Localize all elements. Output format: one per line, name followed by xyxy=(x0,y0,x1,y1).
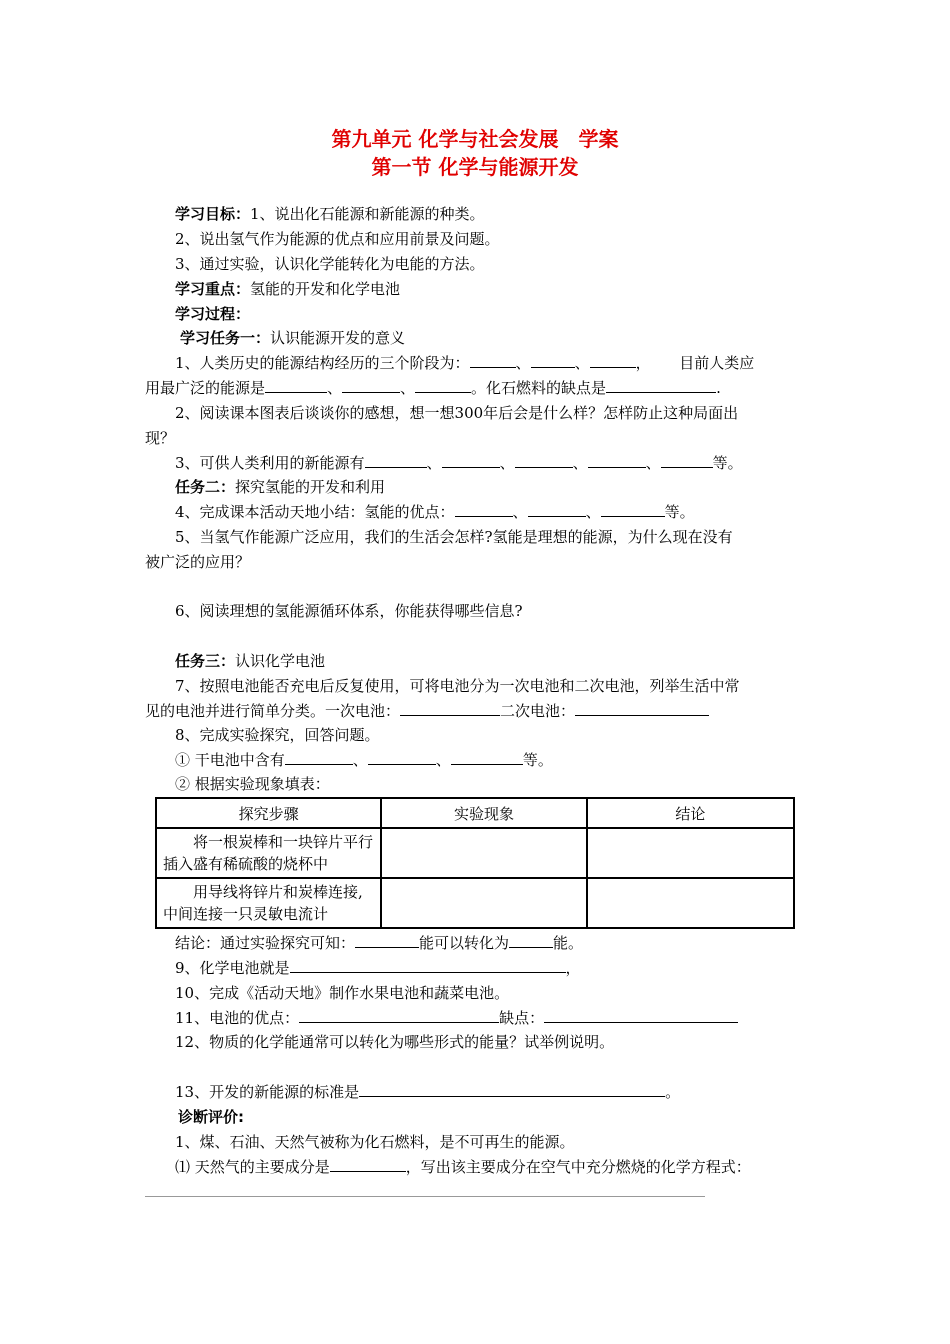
table-header: 探究步骤 xyxy=(156,798,381,828)
q11a-text: 11、电池的优点： xyxy=(175,1009,300,1027)
question-5: 5、当氢气作能源广泛应用，我们的生活会怎样?氢能是理想的能源，为什么现在没有 xyxy=(175,528,733,546)
page-title: 第九单元 化学与社会发展 学案 xyxy=(331,127,619,151)
phenomenon-cell[interactable] xyxy=(381,828,586,878)
q1d-text: 。化石燃料的缺点是 xyxy=(471,379,607,397)
goals-line-1 xyxy=(175,204,485,224)
question-8: 8、完成实验探究，回答问题。 xyxy=(175,726,380,744)
q13-text: 13、开发的新能源的标准是 xyxy=(175,1083,360,1101)
q13-end: 。 xyxy=(665,1083,681,1101)
d1-1b-text: ，写出该主要成分在空气中充分燃烧的化学方程式： xyxy=(405,1158,751,1176)
question-4: 4、完成课本活动天地小结：氢能的优点： 、 、 等。 xyxy=(175,503,695,521)
q11-blank-1[interactable] xyxy=(299,1008,499,1023)
q9-end: ， xyxy=(565,959,581,977)
q8-blank-3[interactable] xyxy=(451,750,523,765)
question-12: 12、物质的化学能通常可以转化为哪些形式的能量？试举例说明。 xyxy=(175,1033,615,1051)
question-13 xyxy=(175,1082,680,1102)
goals-label: 学习目标： xyxy=(175,205,251,223)
step-cell xyxy=(156,878,381,928)
question-10: 10、完成《活动天地》制作水果电池和蔬菜电池。 xyxy=(175,984,510,1002)
q1-blank-5[interactable] xyxy=(342,378,400,393)
task2-heading xyxy=(175,477,385,497)
q3-blank-5[interactable] xyxy=(661,453,713,468)
q1c-text: 用最广泛的能源是 xyxy=(145,379,266,397)
d1-1-blank[interactable] xyxy=(330,1157,406,1172)
q4-blank-2[interactable] xyxy=(528,502,586,517)
q4-blank-1[interactable] xyxy=(455,502,513,517)
question-7: 7、按照电池能否充电后反复使用，可将电池分为一次电池和二次电池，列举生活中常 xyxy=(175,677,740,695)
q11b-text: 缺点： xyxy=(499,1009,545,1027)
conclusion-a: 结论：通过实验探究可知： xyxy=(175,934,356,952)
task2-label: 任务二： xyxy=(175,478,236,496)
conclusion-blank-1[interactable] xyxy=(355,933,419,948)
table-header: 实验现象 xyxy=(381,798,586,828)
goal-1: 1、说出化石能源和新能源的种类。 xyxy=(250,205,485,223)
q7c-text: 二次电池： xyxy=(500,702,576,720)
conclusion-c: 能。 xyxy=(553,934,584,952)
q1-tail: 目前人类应 xyxy=(679,354,755,372)
task3-heading xyxy=(175,651,325,671)
question-8-1: ① 干电池中含有 、 、 等。 xyxy=(175,751,553,769)
q13-blank[interactable] xyxy=(359,1082,665,1097)
task3-text: 认识化学电池 xyxy=(235,652,326,670)
diagnosis-label: 诊断评价: xyxy=(178,1108,244,1126)
goal-2: 2、说出氢气作为能源的优点和应用前景及问题。 xyxy=(175,230,500,248)
q7-blank-1[interactable] xyxy=(400,701,500,716)
q7b-text: 见的电池并进行简单分类。一次电池： xyxy=(145,702,401,720)
question-7-cont xyxy=(145,701,709,721)
footer-rule xyxy=(145,1196,705,1197)
question-2-cont: 现？ xyxy=(145,429,176,447)
table-row xyxy=(156,828,794,878)
q3-blank-1[interactable] xyxy=(365,453,427,468)
q7-blank-2[interactable] xyxy=(575,701,709,716)
q1-blank-1[interactable] xyxy=(470,353,516,368)
process-label: 学习过程： xyxy=(175,305,251,323)
q4-text: 4、完成课本活动天地小结：氢能的优点： xyxy=(175,503,455,521)
d1-1a-text: ⑴ 天然气的主要成分是 xyxy=(175,1158,330,1176)
q3-text: 3、可供人类利用的新能源有 xyxy=(175,454,365,472)
table-row xyxy=(156,878,794,928)
task1-heading xyxy=(180,328,405,348)
task2-text: 探究氢能的开发和利用 xyxy=(235,478,386,496)
q8-blank-2[interactable] xyxy=(368,750,436,765)
q4-end: 等。 xyxy=(664,503,695,521)
page-subtitle: 第一节 化学与能源开发 xyxy=(371,155,579,179)
diagnosis-1-1 xyxy=(175,1157,751,1177)
focus-text: 氢能的开发和化学电池 xyxy=(250,280,401,298)
q8-blank-1[interactable] xyxy=(285,750,353,765)
q1-blank-4[interactable] xyxy=(265,378,327,393)
experiment-table xyxy=(155,797,795,929)
focus-line xyxy=(175,279,400,299)
conclusion-cell[interactable] xyxy=(587,828,794,878)
q3-blank-3[interactable] xyxy=(515,453,573,468)
question-6: 6、阅读理想的氢能源循环体系，你能获得哪些信息? xyxy=(175,602,523,620)
conclusion-line xyxy=(175,933,583,953)
question-1: 1、人类历史的能源结构经历的三个阶段为： 、 、 ， 目前人类应 xyxy=(175,354,755,372)
table-header: 结论 xyxy=(587,798,794,828)
q8-1-end: 等。 xyxy=(522,751,553,769)
q9-text: 9、化学电池就是 xyxy=(175,959,290,977)
conclusion-blank-2[interactable] xyxy=(509,933,553,948)
diagnosis-1: 1、煤、石油、天然气被称为化石燃料，是不可再生的能源。 xyxy=(175,1133,575,1151)
q3-blank-4[interactable] xyxy=(588,453,646,468)
conclusion-b: 能可以转化为 xyxy=(419,934,510,952)
task1-text: 认识能源开发的意义 xyxy=(270,329,406,347)
question-2: 2、阅读课本图表后谈谈你的感想，想一想300年后会是什么样？怎样防止这种局面出 xyxy=(175,404,739,422)
q3-end: 等。 xyxy=(712,454,743,472)
focus-label: 学习重点： xyxy=(175,280,251,298)
step-cell xyxy=(156,828,381,878)
q11-blank-2[interactable] xyxy=(544,1008,738,1023)
phenomenon-cell[interactable] xyxy=(381,878,586,928)
q3-blank-2[interactable] xyxy=(442,453,500,468)
question-9 xyxy=(175,958,581,978)
q4-blank-3[interactable] xyxy=(601,502,665,517)
question-5-cont: 被广泛的应用？ xyxy=(145,553,251,571)
question-8-2: ② 根据实验现象填表： xyxy=(175,775,330,793)
q1-blank-3[interactable] xyxy=(590,353,636,368)
goal-3: 3、通过实验，认识化学能转化为电能的方法。 xyxy=(175,255,485,273)
question-11 xyxy=(175,1008,738,1028)
step-1-text: 将一根炭棒和一块锌片平行插入盛有稀硫酸的烧杯中 xyxy=(163,833,374,873)
q1-blank-7[interactable] xyxy=(606,378,716,393)
step-2-text: 用导线将锌片和炭棒连接,中间连接一只灵敏电流计 xyxy=(163,883,363,923)
q8-1-text: ① 干电池中含有 xyxy=(175,751,285,769)
question-3: 3、可供人类利用的新能源有 、 、 、 、 等。 xyxy=(175,454,743,472)
table-header-row xyxy=(156,798,794,828)
q1-blank-2[interactable] xyxy=(531,353,575,368)
question-1-cont: 用最广泛的能源是 、 、 。化石燃料的缺点是 . xyxy=(145,379,721,397)
q1-blank-6[interactable] xyxy=(415,378,471,393)
conclusion-cell[interactable] xyxy=(587,878,794,928)
q1-text: 1、人类历史的能源结构经历的三个阶段为： xyxy=(175,354,470,372)
task3-label: 任务三： xyxy=(175,652,236,670)
task1-label: 学习任务一： xyxy=(180,329,271,347)
q9-blank[interactable] xyxy=(290,958,566,973)
